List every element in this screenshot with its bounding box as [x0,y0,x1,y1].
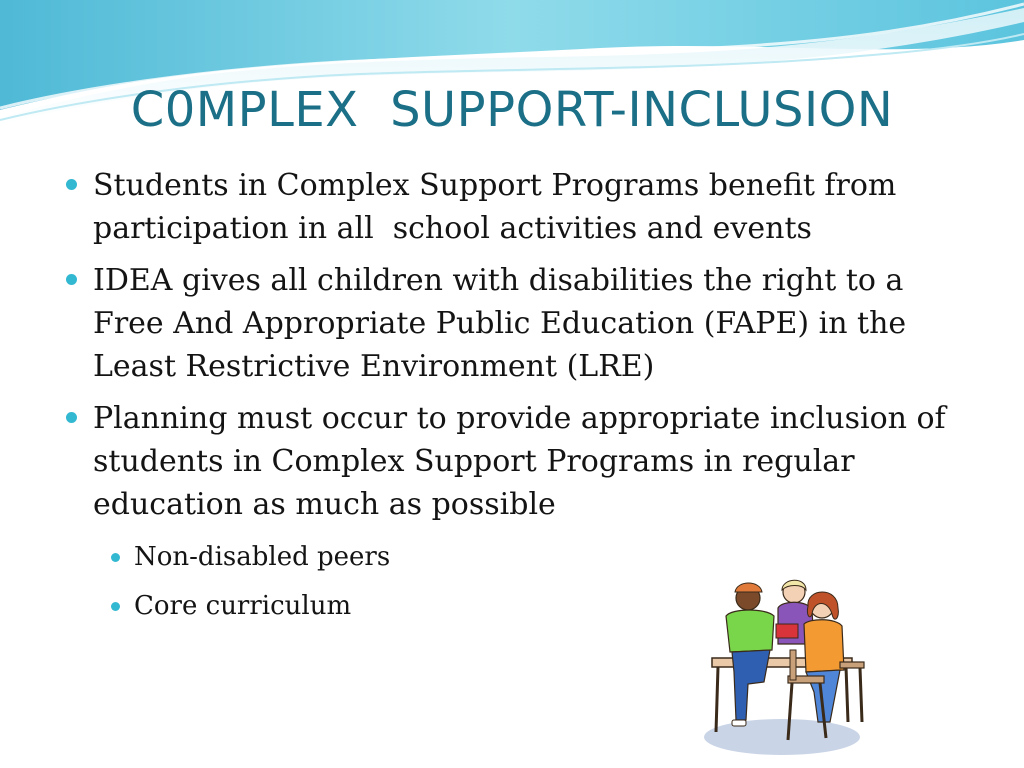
sub-bullet-text: Core curriculum [134,591,352,621]
bullet-text: Planning must occur to provide appropriate inclusion of students in Complex Support Programs in regular education as much as possible [93,401,956,522]
bullet-item [62,397,962,526]
bullet-item [62,259,962,388]
students-sitting-clipart [690,572,870,762]
sub-bullet-dot-icon [111,602,120,611]
sub-bullet-text: Non-disabled peers [134,542,391,572]
bullet-list [62,164,962,633]
bullet-dot-icon [66,274,77,285]
bullet-item [62,164,962,250]
bullet-dot-icon [66,179,77,190]
bullet-text: IDEA gives all children with disabilities the right to a Free And Appropriate Public Education (FAPE) in the Least Restrictive Environment (LRE) [93,263,916,384]
bullet-text: Students in Complex Support Programs benefit from participation in all school activities and events [93,168,906,246]
slide-title: C0MPLEX SUPPORT-INCLUSION [130,82,894,138]
bullet-dot-icon [66,412,77,423]
sub-bullet-dot-icon [111,553,120,562]
